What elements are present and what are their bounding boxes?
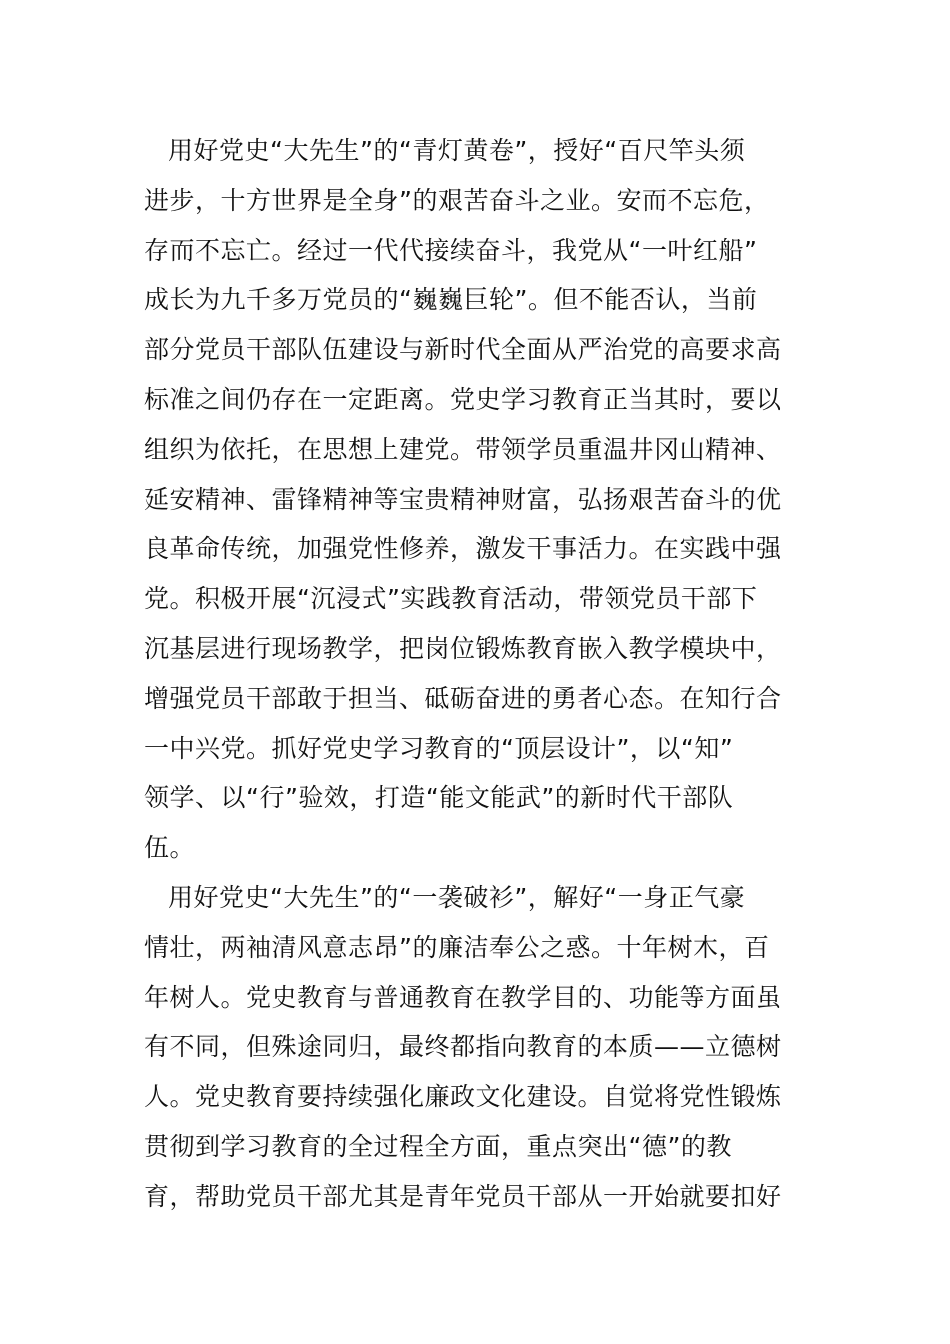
text-line: 沉基层进行现场教学，把岗位锻炼教育嵌入教学模块中， — [144, 633, 782, 663]
text-line: 领学、以“行”验效，打造“能文能武”的新时代干部队 — [144, 783, 734, 813]
paragraph-2 — [144, 873, 814, 1222]
text-line: 情壮，两袖清风意志昂”的廉洁奉公之惑。十年树木，百 — [144, 932, 770, 962]
text-line: 贯彻到学习教育的全过程全方面，重点突出“德”的教 — [144, 1131, 732, 1161]
paragraph-1 — [144, 126, 814, 873]
text-line: 伍。 — [144, 833, 196, 863]
text-line: 组织为依托，在思想上建党。带领学员重温井冈山精神、 — [144, 434, 782, 464]
text-line: 有不同，但殊途同归，最终都指向教育的本质——立德树 — [144, 1032, 782, 1062]
text-line: 部分党员干部队伍建设与新时代全面从严治党的高要求高 — [144, 335, 782, 365]
text-line: 增强党员干部敢于担当、砥砺奋进的勇者心态。在知行合 — [144, 683, 782, 713]
text-line: 存而不忘亡。经过一代代接续奋斗，我党从“一叶红船” — [144, 235, 758, 265]
document-body — [144, 126, 814, 1222]
text-line: 用好党史“大先生”的“一袭破衫”，解好“一身正气豪 — [168, 882, 746, 912]
text-line: 良革命传统，加强党性修养，激发干事活力。在实践中强 — [144, 534, 782, 564]
text-line: 一中兴党。抓好党史学习教育的“顶层设计”，以“知” — [144, 733, 734, 763]
text-line: 标准之间仍存在一定距离。党史学习教育正当其时，要以 — [144, 384, 782, 414]
text-line: 进步，十方世界是全身”的艰苦奋斗之业。安而不忘危， — [144, 185, 770, 215]
text-line: 延安精神、雷锋精神等宝贵精神财富，弘扬艰苦奋斗的优 — [144, 484, 782, 514]
text-line: 育，帮助党员干部尤其是青年党员干部从一开始就要扣好 — [144, 1181, 782, 1211]
text-line: 成长为九千多万党员的“巍巍巨轮”。但不能否认，当前 — [144, 285, 758, 315]
text-line: 党。积极开展“沉浸式”实践教育活动，带领党员干部下 — [144, 584, 758, 614]
text-line: 用好党史“大先生”的“青灯黄卷”，授好“百尺竿头须 — [168, 136, 746, 165]
text-line: 人。党史教育要持续强化廉政文化建设。自觉将党性锻炼 — [144, 1082, 782, 1112]
text-line: 年树人。党史教育与普通教育在教学目的、功能等方面虽 — [144, 982, 782, 1012]
